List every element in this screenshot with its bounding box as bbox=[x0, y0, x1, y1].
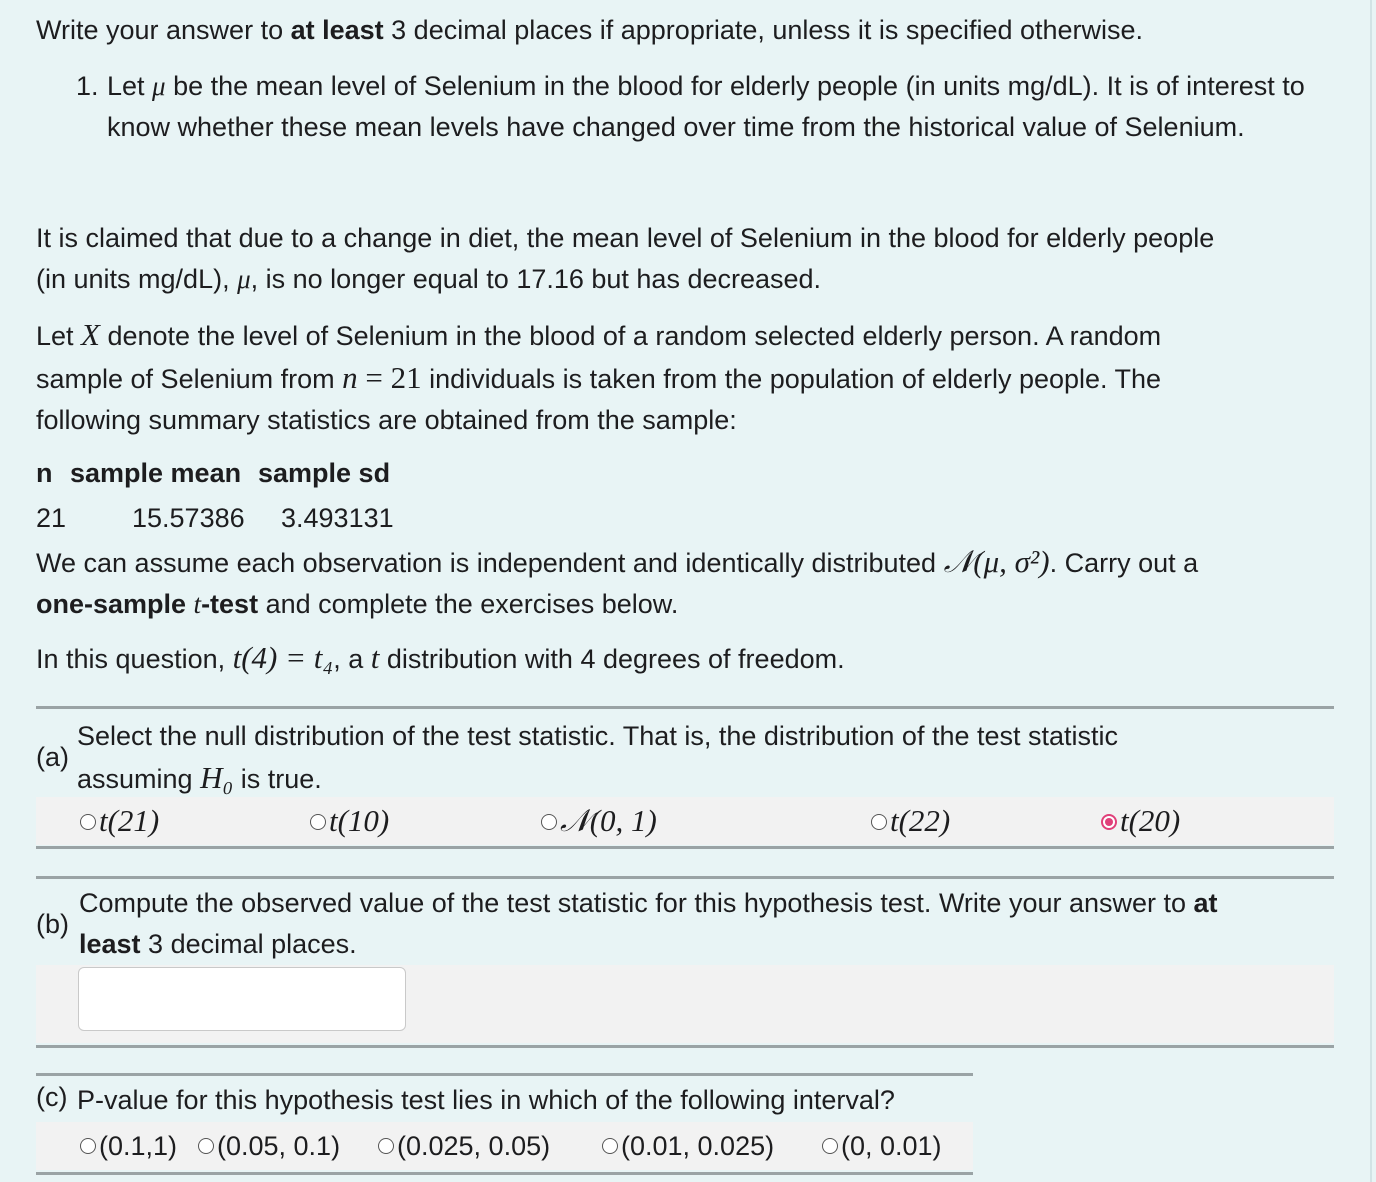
option-t10[interactable]: t(10) bbox=[310, 797, 389, 845]
answer-input[interactable] bbox=[78, 967, 406, 1031]
option-interval-5[interactable]: (0, 0.01) bbox=[822, 1122, 942, 1170]
question-number: 1. bbox=[76, 71, 99, 101]
option-interval-3[interactable]: (0.025, 0.05) bbox=[378, 1122, 550, 1170]
radio-icon[interactable] bbox=[871, 814, 887, 830]
radio-icon[interactable] bbox=[541, 814, 557, 830]
part-a bbox=[36, 706, 1334, 849]
part-b bbox=[36, 876, 1334, 1048]
sample-paragraph: Let X denote the level of Selenium in the blood of a random selected elderly person. A random sample of Selenium from n = 21 individuals is taken from the population of elderly people. The following summary statistics are obtained from the sample: bbox=[36, 317, 1162, 435]
option-t20[interactable]: t(20) bbox=[1101, 797, 1180, 845]
table-header-sd: sample sd bbox=[258, 458, 391, 488]
radio-icon[interactable] bbox=[198, 1138, 214, 1154]
part-c-label: (c) bbox=[36, 1082, 68, 1112]
table-header-n: n bbox=[36, 458, 53, 488]
degrees-paragraph: In this question, t(4) = t₄, a t distribution with 4 degrees of freedom. bbox=[36, 640, 845, 675]
radio-icon[interactable] bbox=[80, 1138, 96, 1154]
option-interval-4[interactable]: (0.01, 0.025) bbox=[602, 1122, 774, 1170]
part-c-question: P-value for this hypothesis test lies in which of the following interval? bbox=[77, 1085, 895, 1115]
part-c bbox=[36, 1073, 973, 1175]
table-cell-mean: 15.57386 bbox=[132, 503, 245, 533]
table-cell-sd: 3.493131 bbox=[281, 503, 394, 533]
part-a-options bbox=[36, 797, 1334, 845]
claim-paragraph: It is claimed that due to a change in diet, the mean level of Selenium in the blood for elderly people (in units mg/dL), μ, is no longer equal to 17.16 but has decreased. bbox=[36, 223, 1215, 294]
part-b-question: Compute the observed value of the test statistic for this hypothesis test. Write your answer to at least 3 decimal places. bbox=[79, 888, 1218, 959]
radio-icon[interactable] bbox=[822, 1138, 838, 1154]
option-t22[interactable]: t(22) bbox=[871, 797, 950, 845]
table-header-mean: sample mean bbox=[70, 458, 242, 488]
radio-icon[interactable] bbox=[602, 1138, 618, 1154]
part-a-label: (a) bbox=[36, 742, 69, 772]
radio-icon[interactable] bbox=[80, 814, 96, 830]
option-interval-2[interactable]: (0.05, 0.1) bbox=[198, 1122, 340, 1170]
instructions: Write your answer to at least 3 decimal places if appropriate, unless it is specified otherwise. bbox=[36, 15, 1144, 45]
assumption-paragraph: We can assume each observation is independent and identically distributed 𝒩(μ, σ²). Carry out a one-sample t-test and complete the exercises below. bbox=[36, 544, 1199, 619]
radio-selected-icon[interactable] bbox=[1101, 814, 1117, 830]
option-normal[interactable]: 𝒩(0, 1) bbox=[541, 797, 657, 845]
part-b-label: (b) bbox=[36, 909, 69, 939]
radio-icon[interactable] bbox=[378, 1138, 394, 1154]
question-1-text: Let μ be the mean level of Selenium in the blood for elderly people (in units mg/dL). It is of interest to know whether these mean levels have changed over time from the historical value of Selenium. bbox=[107, 71, 1305, 142]
part-c-options bbox=[36, 1122, 973, 1170]
option-interval-1[interactable]: (0.1,1) bbox=[80, 1122, 177, 1170]
option-t21[interactable]: t(21) bbox=[80, 797, 159, 845]
part-a-question: Select the null distribution of the test statistic. That is, the distribution of the test statistic assuming H₀ is true. bbox=[77, 721, 1119, 795]
radio-icon[interactable] bbox=[310, 814, 326, 830]
table-cell-n: 21 bbox=[36, 503, 67, 533]
